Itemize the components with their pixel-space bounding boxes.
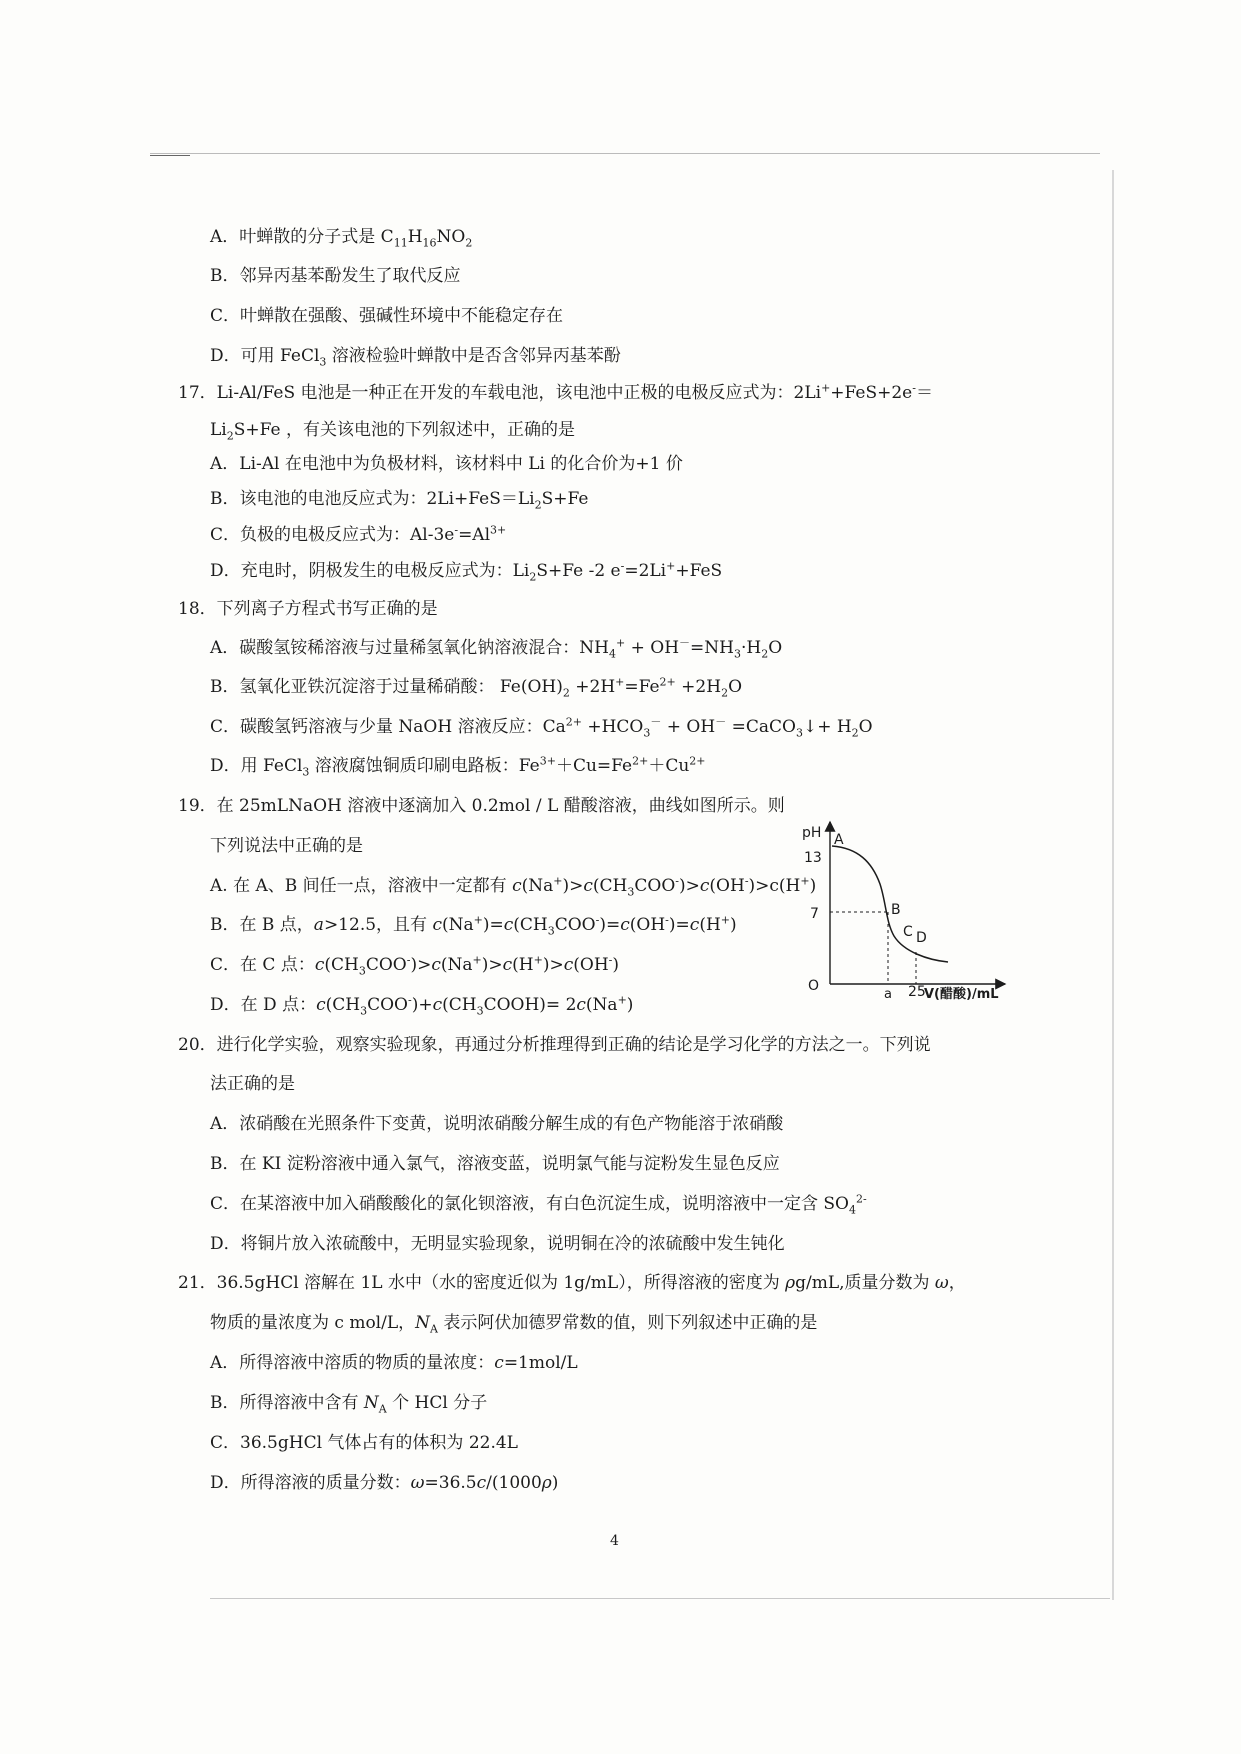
scan-border-right [1112,170,1114,1600]
q20-option-b: B．在 KI 淀粉溶液中通入氯气，溶液变蓝，说明氯气能与淀粉发生显色反应 [210,1154,780,1174]
q17-stem-line1: 17．Li-Al/FeS 电池是一种正在开发的车载电池，该电池中正极的电极反应式为：2Li++FeS+2e-＝ [178,381,933,403]
point-label-d: D [916,930,927,946]
q18-option-a: A．碳酸氢铵稀溶液与过量稀氢氧化钠溶液混合：$NH_4^+ + OH^-=NH_3\cdot H_2O$ [210,636,783,661]
q18-option-c: C．碳酸氢钙溶液与少量 NaOH 溶液反应：$Ca^{2+} +HCO_3^- + OH^-$ =CaCO$_3$↓+ $H_2O$ [210,715,873,740]
page-number: 4 [610,1533,619,1549]
q20-stem-line2: 法正确的是 [210,1074,295,1094]
q20-stem-line1: 20．进行化学实验，观察实验现象，再通过分析推理得到正确的结论是学习化学的方法之一。下列说 [178,1035,931,1055]
titration-curve [832,846,948,962]
q16-option-c: C．叶蝉散在强酸、强碱性环境中不能稳定存在 [210,306,564,326]
q17-option-a: A．Li-Al 在电池中为负极材料，该材料中 Li 的化合价为+1 价 [210,454,683,474]
q16-option-b: B．邻异丙基苯酚发生了取代反应 [210,266,461,286]
q19-stem-line2: 下列说法中正确的是 [210,836,363,856]
q20-option-c: C．在某溶液中加入硝酸酸化的氯化钡溶液，有白色沉淀生成，说明溶液中一定含 $SO_4^{2-}$ [210,1192,867,1217]
q21-option-b: B．所得溶液中含有 $N_A$ 个 HCl 分子 [210,1393,488,1416]
q19-option-d: D．在 D 点：$c(CH_3COO^-)+c(CH_3COOH)= 2c(Na^+)$ [210,993,634,1018]
point-label-a: A [834,832,844,848]
x-axis-label: V(醋酸)/mL [924,987,999,1002]
tick-label-a: a [884,987,892,1002]
q21-option-a: A．所得溶液中溶质的物质的量浓度：c=1mol/L [210,1353,578,1373]
q17-stem-line2: $Li_2S+Fe$ ，有关该电池的下列叙述中，正确的是 [210,420,575,443]
tick-label-25: 25 [908,984,926,1000]
q20-option-d: D．将铜片放入浓硫酸中，无明显实验现象，说明铜在冷的浓硫酸中发生钝化 [210,1234,785,1254]
q21-option-c: C．36.5gHCl 气体占有的体积为 22.4L [210,1433,518,1453]
q18-option-b: B．氢氧化亚铁沉淀溶于过量稀硝酸： $Fe(OH)_2 +2H^+=Fe^{2+} +2H_2O$ [210,675,742,700]
q19-option-a: A. 在 A、B 间任一点，溶液中一定都有 $c(Na^+)>c(CH_3COO^-)>c(OH^-)>c(H^+)$ [210,874,817,899]
point-label-b: B [891,902,901,918]
titration-curve-figure [800,812,1020,1002]
q18-stem: 18．下列离子方程式书写正确的是 [178,599,438,619]
tick-label-7: 7 [810,906,819,922]
y-axis-label: pH [802,825,822,841]
q18-option-d: D．用 FeCl$_3$ 溶液腐蚀铜质印刷电路板：$Fe^{3+}+Cu=Fe^{2+}+Cu^{2+}$ [210,754,706,779]
q21-stem-line2: 物质的量浓度为 c mol/L，$N_A$ 表示阿伏加德罗常数的值，则下列叙述中正确的是 [210,1313,818,1336]
q20-option-a: A．浓硝酸在光照条件下变黄，说明浓硝酸分解生成的有色产物能溶于浓硝酸 [210,1114,784,1134]
scan-border-bottom [210,1598,1110,1599]
tick-label-13: 13 [804,850,822,866]
point-label-c: C [903,924,913,940]
scan-border-top [150,153,1100,154]
q19-stem-line1: 19．在 25mLNaOH 溶液中逐滴加入 0.2mol / L 醋酸溶液，曲线如图所示。则 [178,796,785,816]
q19-option-c: C．在 C 点：$c(CH_3COO^-)>c(Na^+)>c(H^+)>c(OH^-)$ [210,953,620,978]
q21-stem-line1: 21．36.5gHCl 溶解在 1L 水中（水的密度近似为 1g/mL），所得溶液的密度为 ρg/mL,质量分数为 ω， [178,1273,966,1293]
q17-option-c: C．负极的电极反应式为：$Al-3e^-=Al^{3+}$ [210,523,507,545]
origin-label: O [808,978,820,994]
q16-option-d: D．可用 FeCl$_3$ 溶液检验叶蝉散中是否含邻异丙基苯酚 [210,346,621,369]
q17-option-d: D．充电时，阴极发生的电极反应式为：$Li_2S+Fe$ -2 e-=2Li++FeS [210,559,723,584]
scan-border-top-mark [150,155,190,156]
q16-option-a: A．叶蝉散的分子式是 $C_{11}H_{16}NO_2$ [210,227,473,250]
q19-option-b: B．在 B 点，a>12.5，且有 $c(Na^+)=c(CH_3COO^-)=c(OH^-)=c(H^+)$ [210,913,737,938]
q17-option-b: B．该电池的电池反应式为：$2Li+FeS=Li_2S+Fe$ [210,489,589,512]
q21-option-d: D．所得溶液的质量分数：ω=36.5c/(1000ρ) [210,1473,559,1493]
